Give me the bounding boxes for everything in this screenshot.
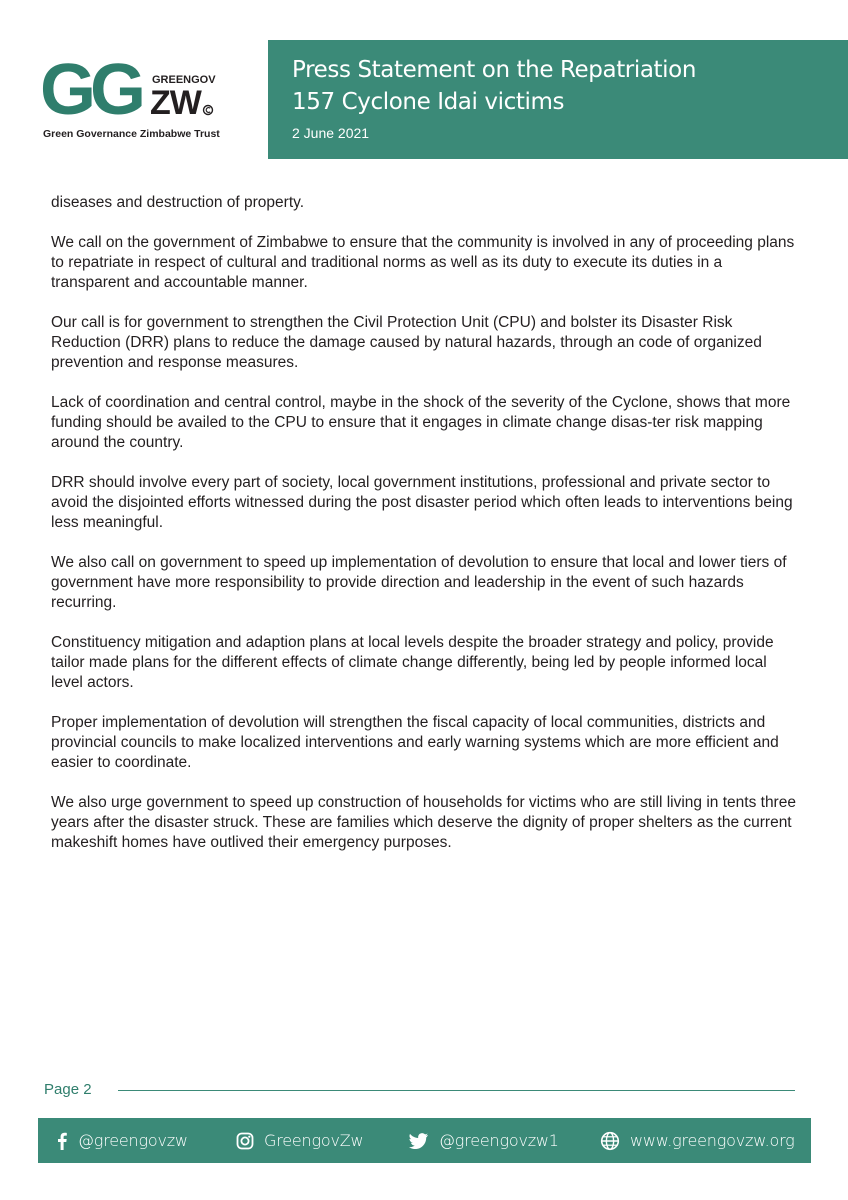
instagram-icon	[236, 1132, 254, 1150]
twitter-icon	[409, 1133, 429, 1149]
svg-text:ZW: ZW	[150, 84, 201, 122]
twitter-link[interactable]	[409, 1118, 559, 1163]
paragraph: We also urge government to speed up construction of households for victims who are still living in tents three years after the disaster struck. These are families which deserve the dignity of proper shelters as the current makeshift homes have outlived their emergency purposes.	[51, 794, 796, 851]
paragraph: Constituency mitigation and adaption plans at local levels despite the broader strategy and policy, provide tailor made plans for the different effects of climate change differently, being led by people informed local level actors.	[51, 634, 774, 691]
instagram-handle: GreengovZw	[264, 1131, 364, 1150]
website-link[interactable]	[600, 1118, 795, 1163]
title-panel	[268, 40, 848, 159]
svg-text:GG: GG	[40, 52, 141, 128]
page-number: Page 2	[44, 1081, 92, 1098]
page-title-line-2: 157 Cyclone Idai victims	[292, 89, 565, 115]
globe-icon	[600, 1131, 620, 1151]
paragraph: DRR should involve every part of society, local government institutions, professional and private sector to avoid the disjointed efforts witnessed during the post disaster period which often leads to interventions being less meaningful.	[51, 474, 793, 531]
statement-date: 2 June 2021	[292, 125, 370, 141]
logo-mark	[40, 52, 240, 128]
social-bar	[38, 1118, 811, 1163]
twitter-handle: @greengovzw1	[439, 1131, 559, 1150]
paragraph: Proper implementation of devolution will strengthen the fiscal capacity of local communities, districts and provincial councils to make localized interventions and early warning systems which are more efficient and easier to coordinate.	[51, 714, 779, 771]
logo	[40, 52, 240, 144]
instagram-link[interactable]	[236, 1118, 363, 1163]
facebook-link[interactable]	[56, 1118, 188, 1163]
statement-body	[51, 193, 799, 873]
logo-caption: Green Governance Zimbabwe Trust	[43, 128, 220, 140]
website-url: www.greengovzw.org	[630, 1131, 795, 1150]
footer-divider	[118, 1090, 795, 1091]
svg-text:GREENGOV: GREENGOV	[152, 74, 216, 86]
page-title-line-1: Press Statement on the Repatriation	[292, 57, 697, 83]
paragraph: We call on the government of Zimbabwe to ensure that the community is involved in any of proceeding plans to repatriate in respect of cultural and traditional norms as well as its duty to execute its duties in a transparent and accountable manner.	[51, 234, 795, 291]
paragraph: Our call is for government to strengthen the Civil Protection Unit (CPU) and bolster its Disaster Risk Reduction (DRR) plans to reduce the damage caused by natural hazards, through an code of organized prevention and response measures.	[51, 314, 762, 371]
facebook-icon	[56, 1132, 68, 1150]
facebook-handle: @greengovzw	[78, 1131, 188, 1150]
paragraph: Lack of coordination and central control, maybe in the shock of the severity of the Cyclone, shows that more funding should be availed to the CPU to ensure that it engages in climate change disas-ter risk mapping around the country.	[51, 394, 791, 451]
paragraph: We also call on government to speed up implementation of devolution to ensure that local and lower tiers of government have more responsibility to provide direction and leadership in the event of such hazards recurring.	[51, 554, 787, 611]
paragraph: diseases and destruction of property.	[51, 194, 305, 211]
